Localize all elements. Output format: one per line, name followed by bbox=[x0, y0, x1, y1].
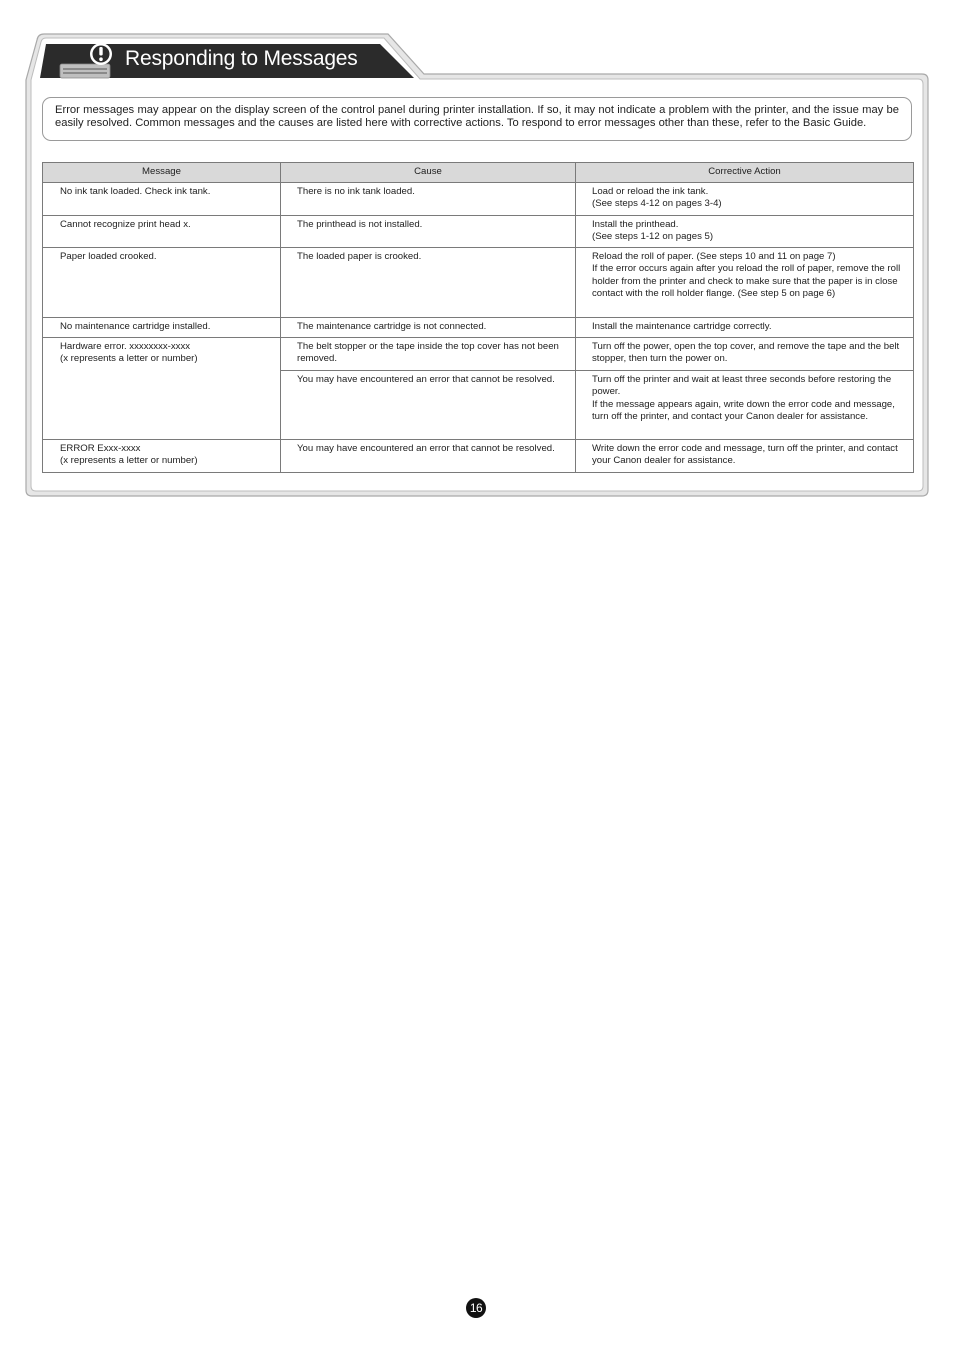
action-cell bbox=[576, 216, 914, 248]
table-row bbox=[43, 183, 914, 216]
action-line: Turn off the printer and wait at least three seconds before restoring the power. bbox=[592, 374, 892, 398]
table-row bbox=[43, 248, 914, 318]
cause-cell bbox=[281, 371, 576, 440]
cause-line: The maintenance cartridge is not connected. bbox=[297, 321, 487, 332]
table-row bbox=[43, 318, 914, 338]
intro-text: Error messages may appear on the display screen of the control panel during printer installation. If so, it may not indicate a problem with the printer, and the issue may be easily resolved. Common messages and the causes are listed here with corrective actions. To respond to error messages other than these, refer to the Basic Guide. bbox=[55, 104, 899, 129]
cause-line: The belt stopper or the tape inside the top cover has not been removed. bbox=[297, 341, 559, 365]
message-cell bbox=[43, 318, 281, 338]
cause-cell bbox=[281, 318, 576, 338]
cause-cell bbox=[281, 183, 576, 216]
table-row bbox=[43, 440, 914, 473]
table-header-row bbox=[43, 163, 914, 183]
action-line: (See steps 4-12 on pages 3-4) bbox=[592, 198, 722, 210]
action-cell bbox=[576, 338, 914, 371]
message-cell bbox=[43, 248, 281, 318]
cause-cell bbox=[281, 338, 576, 371]
message-cell bbox=[43, 216, 281, 248]
cause-line: You may have encountered an error that cannot be resolved. bbox=[297, 374, 555, 385]
message-line: No ink tank loaded. Check ink tank. bbox=[60, 186, 211, 197]
action-line: Reload the roll of paper. (See steps 10 and 11 on page 7) bbox=[592, 251, 836, 262]
action-line: Load or reload the ink tank. bbox=[592, 186, 709, 197]
action-line: If the error occurs again after you reload the roll of paper, remove the roll holder from the printer and check to make sure that the paper is in close contact with the roll holder flange. (See step 5 on page 6) bbox=[592, 263, 901, 300]
message-line: Paper loaded crooked. bbox=[60, 251, 157, 262]
action-line: If the message appears again, write down the error code and message, turn off the printer, and contact your Canon dealer for assistance. bbox=[592, 398, 895, 423]
action-cell bbox=[576, 318, 914, 338]
intro-box bbox=[42, 97, 912, 141]
message-cell bbox=[43, 338, 281, 440]
cause-line: The printhead is not installed. bbox=[297, 219, 423, 230]
column-header-action: Corrective Action bbox=[576, 163, 914, 183]
cause-line: You may have encountered an error that cannot be resolved. bbox=[297, 443, 555, 454]
message-line: Hardware error. xxxxxxxx-xxxx bbox=[60, 341, 191, 352]
message-line: (x represents a letter or number) bbox=[60, 455, 198, 467]
message-cell bbox=[43, 440, 281, 473]
action-cell bbox=[576, 371, 914, 440]
messages-table bbox=[42, 162, 914, 473]
cause-cell bbox=[281, 248, 576, 318]
page-number-badge: 16 bbox=[466, 1298, 486, 1318]
message-line: ERROR Exxx-xxxx bbox=[60, 443, 141, 454]
action-cell bbox=[576, 183, 914, 216]
cause-cell bbox=[281, 216, 576, 248]
action-line: Write down the error code and message, turn off the printer, and contact your Canon dealer for assistance. bbox=[592, 443, 898, 467]
action-cell bbox=[576, 440, 914, 473]
column-header-cause: Cause bbox=[281, 163, 576, 183]
table-row bbox=[43, 338, 914, 371]
cause-line: The loaded paper is crooked. bbox=[297, 251, 422, 262]
cause-cell bbox=[281, 440, 576, 473]
message-line: Cannot recognize print head x. bbox=[60, 219, 191, 230]
table-row bbox=[43, 216, 914, 248]
column-header-message: Message bbox=[43, 163, 281, 183]
action-line: Install the maintenance cartridge correctly. bbox=[592, 321, 772, 332]
page-title: Responding to Messages bbox=[125, 47, 358, 70]
message-line: (x represents a letter or number) bbox=[60, 353, 198, 365]
cause-line: There is no ink tank loaded. bbox=[297, 186, 415, 197]
action-line: (See steps 1-12 on pages 5) bbox=[592, 231, 714, 243]
action-line: Install the printhead. bbox=[592, 219, 679, 230]
message-line: No maintenance cartridge installed. bbox=[60, 321, 211, 332]
message-cell bbox=[43, 183, 281, 216]
action-cell bbox=[576, 248, 914, 318]
action-line: Turn off the power, open the top cover, and remove the tape and the belt stopper, then turn the power on. bbox=[592, 341, 900, 365]
